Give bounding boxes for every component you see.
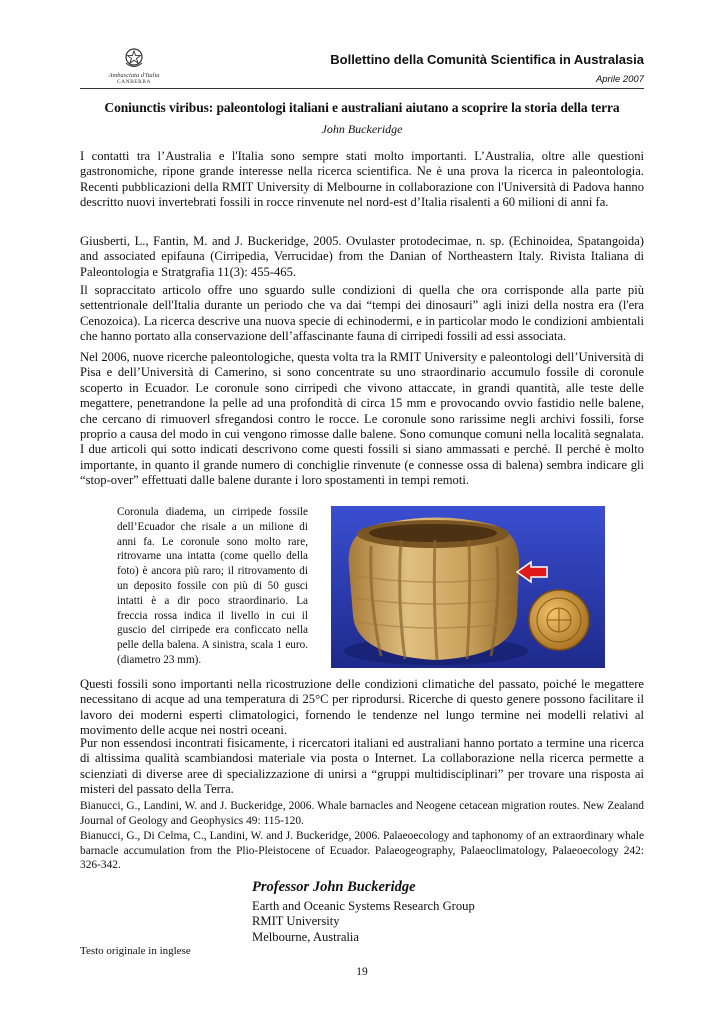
bulletin-date: Aprile 2007	[595, 74, 644, 85]
logo-text	[104, 72, 164, 86]
signature-university: RMIT University	[252, 914, 340, 929]
signature-name: Professor John Buckeridge	[252, 879, 416, 895]
paragraph-1: I contatti tra l’Australia e l'Italia sono sempre stati molto importanti. L’Australia, oltre alle questioni gastronomiche, ripone grande interesse nella ricerca scientifica. Ne è una prova la ricerca in paleontologia. Recenti pubblicazioni della RMIT University di Melbourne in collaborazione con l'Università di Padova hanno descritto nuovi invertebrati fossili in rocce rinvenute nel nord-est d’Italia risalenti a 60 milioni di anni fa.	[80, 149, 644, 210]
paragraph-5: Questi fossili sono importanti nella ricostruzione delle condizioni climatiche del passato, poiché le megattere necessitano di acque ad una temperatura di 25°C per riprodursi. Ricerche di questo genere possono facilitare il lavoro dei moderni esperti climatologici, fornendo le tendenze nel lungo termine nei modelli relativi al movimento delle acque nei nostri oceani.	[80, 677, 644, 738]
logo-line-1: Ambasciata d'Italia	[108, 72, 160, 79]
reference-1: Bianucci, G., Landini, W. and J. Buckeridge, 2006. Whale barnacles and Neogene cetacean migration routes. New Zealand Journal of Geology and Geophysics 49: 115-120.	[80, 800, 644, 827]
author-signature	[252, 880, 475, 945]
paragraph-6: Pur non essendosi incontrati fisicamente, i ricercatori italiani ed australiani hanno portato a termine una ricerca di altissima qualità scambiandosi materiale via posta o Internet. La collaborazione nella ricerca permette a scienziati di diverse aree di specializzazione di unirsi a “gruppi multidisciplinari” per trovare una risposta ai misteri del passato della Terra.	[80, 736, 644, 797]
reference-2: Bianucci, G., Di Celma, C., Landini, W. and J. Buckeridge, 2006. Palaeoecology and taphonomy of an extraordinary whale barnacle accumulation from the Plio-Pleistocene of Ecuador. Palaeogeography, Palaeoclimatology, Palaeoecology 242: 326-342.	[80, 830, 644, 872]
paragraph-4: Nel 2006, nuove ricerche paleontologiche, questa volta tra la RMIT University e paleontologi dell’Università di Pisa e dell’Università di Camerino, si sono concentrate su uno straordinario accumulo fossile di coronule scoperto in Ecuador. Le coronule sono cirripedi che vivono attaccate, in grandi quantità, alle teste delle megattere, penetrandone la pelle ad una profondità di circa 15 mm e provocando ovvio fastidio nelle balene, che cercano di rimuoverl sfregandosi contro le rocce. Le coronule sono rarissime negli archivi fossili, forse proprio a causa del modo in cui vengono rimosse dalle balene. Sono comunque comuni nella località segnalata. I due articoli qui sotto indicati descrivono come questi fossili si siano ammassati e perché. Il perché è molto importante, in quanto il grande numero di conchiglie rinvenute (e connesse ossa di balena) sembra indicare gli “stop-over” effettuati dalle balene durante i loro spostamenti in tempi remoti.	[80, 350, 644, 488]
header-divider	[80, 88, 644, 89]
italian-emblem-icon	[123, 46, 145, 70]
signature-location: Melbourne, Australia	[252, 929, 360, 944]
photo-caption: Coronula diadema, un cirripede fossile dell’Ecuador che risale a un milione di anni fa. Le coronule sono molto rare, ritrovarne una intatta (come quello della foto) è ancora più raro; il ritrovamento di un deposito fossile con più di 50 gusci intatti è a dir poco straordinario. La freccia rossa indica il livello in cui il guscio del cirripede era conficcato nella pelle della balena. A sinistra, scala 1 euro. (diametro 23 mm).	[117, 506, 308, 666]
signature-group: Earth and Oceanic Systems Research Group	[252, 898, 475, 913]
euro-coin-scale	[529, 590, 589, 650]
paragraph-2-reference: Giusberti, L., Fantin, M. and J. Buckeridge, 2005. Ovulaster protodecimae, n. sp. (Echinoidea, Spatangoida) and associated epifauna (Cirripedia, Verrucidae) from the Danian of Northeastern Italy. Rivista Italiana di Paleontologia e Stratgrafia 11(3): 455-465.	[80, 234, 644, 279]
bulletin-title: Bollettino della Comunità Scientifica in Australasia	[330, 52, 644, 67]
article-author: John Buckeridge	[321, 122, 403, 136]
embassy-logo	[104, 46, 164, 86]
page-number: 19	[356, 966, 368, 978]
original-language-note: Testo originale in inglese	[80, 945, 191, 957]
fossil-photo	[331, 506, 605, 668]
paragraph-3: Il sopraccitato articolo offre uno sguardo sulle condizioni di quella che ora corrisponde alla parte più settentrionale dell'Italia durante un periodo che va dai “tempi dei dinosauri” agli inizi della nostra era (l'era Cenozoica). La ricerca descrive una nuova specie di echinodermi, e in particolar modo le condizioni ambientali che hanno portato alla conservazione dell’affascinante fauna di cirripedi fossili ad essi associata.	[80, 283, 644, 344]
coronula-fossil	[344, 517, 528, 665]
logo-line-2: CANBERRA	[117, 79, 151, 85]
article-title: Coniunctis viribus: paleontologi italiani e australiani aiutano a scoprire la storia della terra	[104, 100, 620, 115]
